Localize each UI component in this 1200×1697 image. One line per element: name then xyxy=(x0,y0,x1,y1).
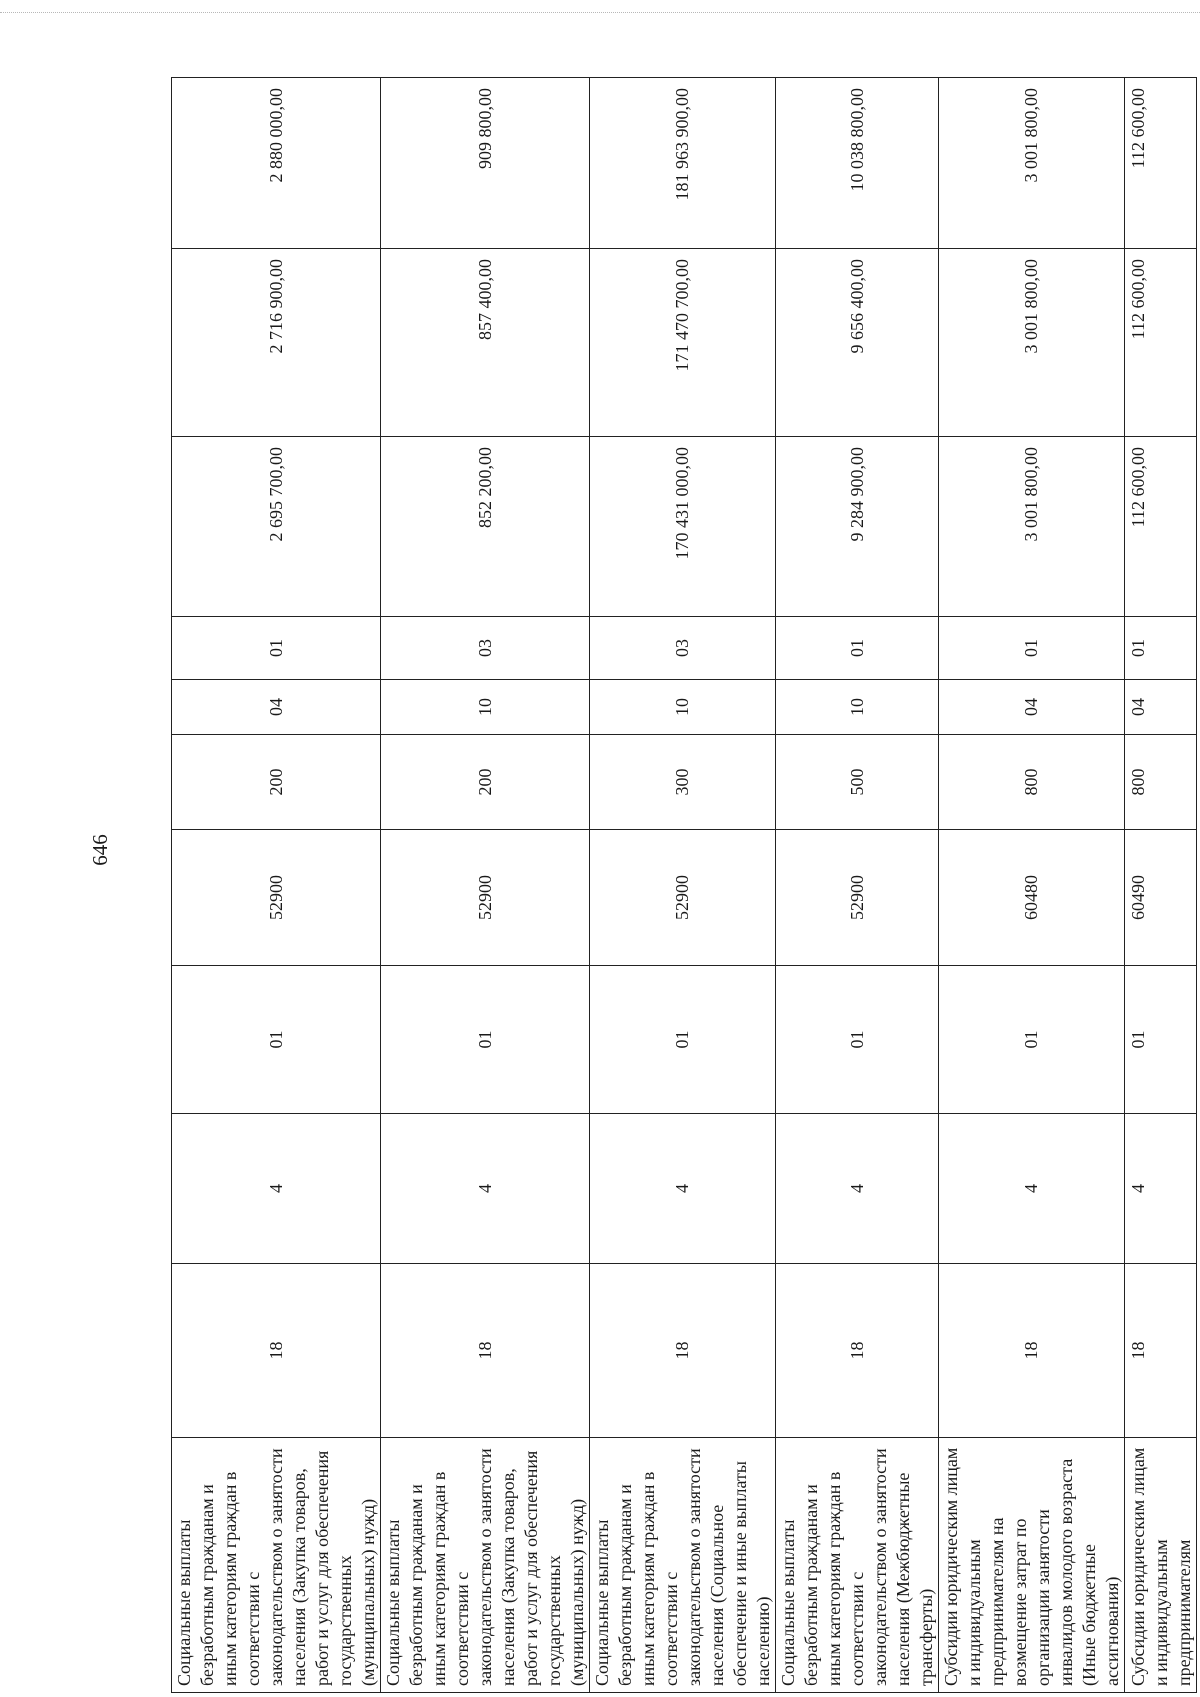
code-cell: 04 xyxy=(939,680,1125,735)
amount-cell: 112 600,00 xyxy=(1125,437,1197,617)
code-cell: 18 xyxy=(776,1264,939,1438)
row-description: Субсидии юридическим лицам и индивидуальным предпринимателям xyxy=(1125,1438,1197,1693)
rotated-table-wrapper xyxy=(171,78,1194,1693)
code-cell: 52900 xyxy=(590,830,776,966)
amount-cell: 909 800,00 xyxy=(381,78,590,249)
code-cell: 01 xyxy=(939,966,1125,1114)
code-cell: 10 xyxy=(590,680,776,735)
code-cell: 4 xyxy=(939,1114,1125,1264)
amount-cell: 2 716 900,00 xyxy=(172,249,381,437)
code-cell: 03 xyxy=(590,617,776,680)
amount-cell: 3 001 800,00 xyxy=(939,249,1125,437)
code-cell: 10 xyxy=(776,680,939,735)
code-cell: 52900 xyxy=(776,830,939,966)
row-description: Социальные выплаты безработным гражданам и иным категориям граждан в соответствии с законодательством о занятости населения (Закупка товаров, работ и услуг для обеспечения государственных (муниципальных) нужд) xyxy=(381,1438,590,1693)
code-cell: 4 xyxy=(1125,1114,1197,1264)
code-cell: 4 xyxy=(381,1114,590,1264)
amount-cell: 10 038 800,00 xyxy=(776,78,939,249)
code-cell: 03 xyxy=(381,617,590,680)
table-row xyxy=(776,78,939,1693)
code-cell: 01 xyxy=(776,966,939,1114)
row-description: Социальные выплаты безработным гражданам и иным категориям граждан в соответствии с законодательством о занятости населения (Межбюджетные трансферты) xyxy=(776,1438,939,1693)
amount-cell: 857 400,00 xyxy=(381,249,590,437)
code-cell: 60490 xyxy=(1125,830,1197,966)
code-cell: 800 xyxy=(1125,735,1197,830)
code-cell: 01 xyxy=(1125,966,1197,1114)
code-cell: 01 xyxy=(776,617,939,680)
code-cell: 200 xyxy=(172,735,381,830)
code-cell: 01 xyxy=(172,617,381,680)
amount-cell: 3 001 800,00 xyxy=(939,78,1125,249)
code-cell: 01 xyxy=(590,966,776,1114)
code-cell: 18 xyxy=(381,1264,590,1438)
table-row xyxy=(939,78,1125,1693)
row-description: Социальные выплаты безработным гражданам и иным категориям граждан в соответствии с законодательством о занятости населения (Закупка товаров, работ и услуг для обеспечения государственных (муниципальных) нужд) xyxy=(172,1438,381,1693)
code-cell: 04 xyxy=(172,680,381,735)
amount-cell: 9 284 900,00 xyxy=(776,437,939,617)
code-cell: 4 xyxy=(590,1114,776,1264)
code-cell: 01 xyxy=(1125,617,1197,680)
table-row xyxy=(590,78,776,1693)
code-cell: 60480 xyxy=(939,830,1125,966)
amount-cell: 112 600,00 xyxy=(1125,78,1197,249)
code-cell: 01 xyxy=(381,966,590,1114)
code-cell: 4 xyxy=(776,1114,939,1264)
code-cell: 01 xyxy=(172,966,381,1114)
amount-cell: 852 200,00 xyxy=(381,437,590,617)
code-cell: 04 xyxy=(1125,680,1197,735)
code-cell: 10 xyxy=(381,680,590,735)
amount-cell: 181 963 900,00 xyxy=(590,78,776,249)
amount-cell: 9 656 400,00 xyxy=(776,249,939,437)
table-row xyxy=(381,78,590,1693)
amount-cell: 112 600,00 xyxy=(1125,249,1197,437)
code-cell: 18 xyxy=(172,1264,381,1438)
table-row xyxy=(172,78,381,1693)
code-cell: 52900 xyxy=(172,830,381,966)
amount-cell: 3 001 800,00 xyxy=(939,437,1125,617)
code-cell: 800 xyxy=(939,735,1125,830)
code-cell: 500 xyxy=(776,735,939,830)
table-row xyxy=(1125,78,1197,1693)
code-cell: 4 xyxy=(172,1114,381,1264)
code-cell: 18 xyxy=(1125,1264,1197,1438)
code-cell: 18 xyxy=(590,1264,776,1438)
code-cell: 300 xyxy=(590,735,776,830)
amount-cell: 2 695 700,00 xyxy=(172,437,381,617)
row-description: Социальные выплаты безработным гражданам и иным категориям граждан в соответствии с законодательством о занятости населения (Социальное обеспечение и иные выплаты населению) xyxy=(590,1438,776,1693)
row-description: Субсидии юридическим лицам и индивидуальным предпринимателям на возмещение затрат по организации занятости инвалидов молодого возраста (Иные бюджетные ассигнования) xyxy=(939,1438,1125,1693)
amount-cell: 2 880 000,00 xyxy=(172,78,381,249)
code-cell: 18 xyxy=(939,1264,1125,1438)
code-cell: 52900 xyxy=(381,830,590,966)
code-cell: 200 xyxy=(381,735,590,830)
amount-cell: 170 431 000,00 xyxy=(590,437,776,617)
page-top-edge xyxy=(0,12,1200,13)
code-cell: 01 xyxy=(939,617,1125,680)
budget-table xyxy=(171,77,1197,1693)
page-number: 646 xyxy=(88,834,112,866)
amount-cell: 171 470 700,00 xyxy=(590,249,776,437)
